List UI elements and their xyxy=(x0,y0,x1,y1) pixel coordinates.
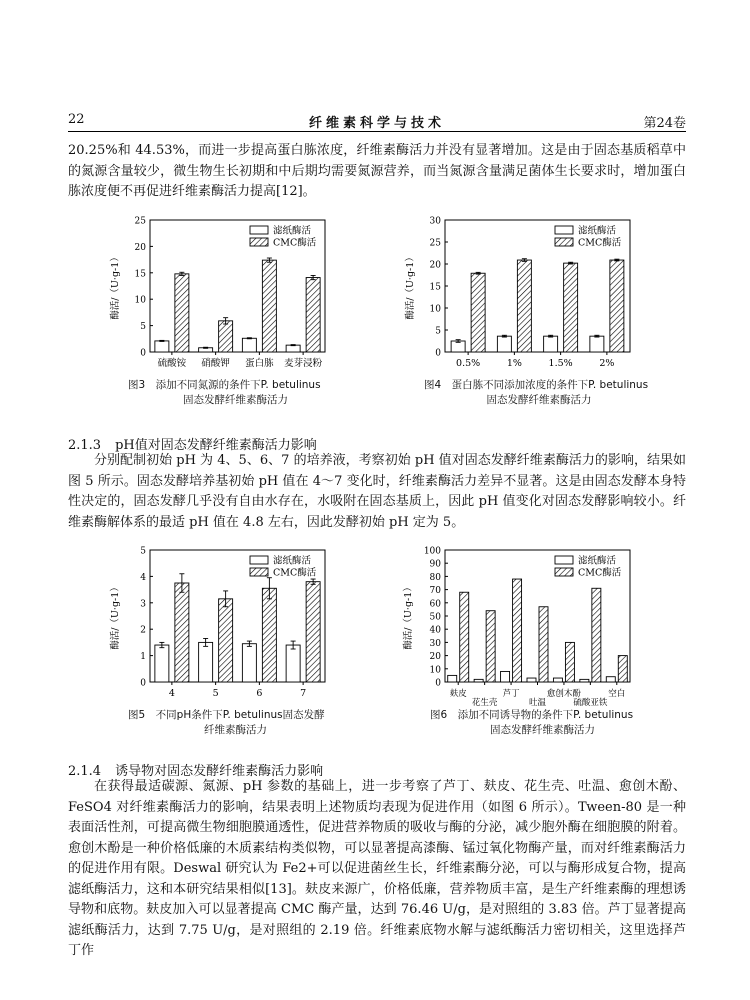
y-tick-label: 0 xyxy=(435,348,441,359)
legend-label: 滤纸酶活 xyxy=(578,555,617,567)
legend-swatch xyxy=(250,556,268,564)
figure-4-caption-line2: 固态发酵纤维素酶活力 xyxy=(486,394,592,406)
y-tick-label: 0 xyxy=(140,678,146,689)
y-tick-label: 20 xyxy=(429,652,441,663)
y-tick-label: 20 xyxy=(429,260,441,271)
bar-filter-paper xyxy=(242,644,256,682)
x-tick-label: 蛋白胨 xyxy=(245,358,274,369)
y-tick-label: 4 xyxy=(140,572,146,583)
x-tick-label: 麦芽浸粉 xyxy=(284,358,323,369)
y-tick-label: 25 xyxy=(429,238,441,249)
legend-swatch xyxy=(555,238,573,246)
x-tick-label: 芦丁 xyxy=(502,689,520,699)
legend-swatch xyxy=(250,568,268,576)
section-2-1-3-paragraph: 分别配制初始 pH 为 4、5、6、7 的培养液，考察初始 pH 值对固态发酵纤维素酶活力的影响，结果如图 5 所示。固态发酵培养基初始 pH 值在 4～7 变化时，纤维素酶活力差异不显著。这是由固态发酵本身特性决定的，固态发酵几乎没有自由水存在，水吸附在固态基质上，因此 pH 值变化对固态发酵影响较小。纤维素酶解体系的最适 pH 值在 4.8 左右，因此发酵初始 pH 定为 5。 xyxy=(68,453,686,530)
y-tick-label: 15 xyxy=(429,282,441,293)
x-tick-label: 吐温 xyxy=(528,698,547,707)
x-tick-label: 花生壳 xyxy=(471,698,498,707)
bar-filter-paper xyxy=(242,338,256,352)
bar-cmc xyxy=(262,588,276,682)
y-tick-label: 90 xyxy=(429,559,441,570)
journal-title: 纤维素科学与技术 xyxy=(308,116,445,131)
bar-cmc xyxy=(460,592,469,682)
bar-cmc xyxy=(592,588,601,682)
bar-cmc xyxy=(219,321,233,352)
section-title: pH值对固态发酵纤维素酶活力影响 xyxy=(115,438,317,453)
y-tick-label: 80 xyxy=(429,572,441,583)
x-tick-label: 愈创木酚 xyxy=(546,689,581,699)
y-axis-label: 酶活/（U·g-1） xyxy=(110,252,121,320)
bar-cmc xyxy=(262,260,276,352)
x-tick-label: 4 xyxy=(168,688,175,699)
figure-3-caption-line1: 图3 添加不同氮源的条件下P. betulinus xyxy=(128,379,321,391)
y-tick-label: 70 xyxy=(429,586,441,597)
bar-filter-paper xyxy=(553,678,562,682)
y-tick-label: 5 xyxy=(435,326,441,337)
bar-cmc xyxy=(175,274,189,352)
y-tick-label: 30 xyxy=(429,638,441,649)
y-tick-label: 1 xyxy=(140,652,146,663)
x-tick-label: 硫酸亚铁 xyxy=(573,698,608,707)
bar-cmc xyxy=(219,599,233,682)
legend-label: 滤纸酶活 xyxy=(578,225,617,237)
y-axis-label: 酶活/（U·g-1） xyxy=(405,252,416,320)
bar-cmc xyxy=(471,273,485,352)
y-tick-label: 30 xyxy=(429,216,441,227)
legend-label: CMC酶活 xyxy=(578,567,622,579)
y-tick-label: 60 xyxy=(429,599,441,610)
bar-filter-paper xyxy=(474,679,483,682)
figure-6-caption-line2: 固态发酵纤维素酶活力 xyxy=(490,724,595,736)
bar-filter-paper xyxy=(544,336,558,352)
x-tick-label: 2% xyxy=(599,358,615,369)
x-tick-label: 麸皮 xyxy=(449,689,467,699)
y-tick-label: 40 xyxy=(429,625,441,636)
bar-filter-paper xyxy=(497,336,511,352)
bar-cmc xyxy=(486,611,495,682)
bar-filter-paper xyxy=(606,677,615,682)
bar-cmc xyxy=(175,583,189,682)
intro-paragraph: 20.25%和 44.53%，而进一步提高蛋白胨浓度，纤维素酶活力并没有显著增加。这是由于固态基质稻草中的氮源含量较少，微生物生长初期和中后期均需要氮源营养，而当氮源含量满足菌体生长要求时，增加蛋白胨浓度便不再促进纤维素酶活力提高[12]。 xyxy=(68,143,686,199)
bar-filter-paper xyxy=(501,671,510,682)
bar-cmc xyxy=(306,278,320,352)
y-tick-label: 10 xyxy=(429,665,441,676)
legend-label: 滤纸酶活 xyxy=(273,225,312,237)
x-tick-label: 0.5% xyxy=(456,358,481,369)
figure-5-chart xyxy=(95,542,335,707)
y-tick-label: 20 xyxy=(134,242,146,253)
legend-swatch xyxy=(250,238,268,246)
running-header xyxy=(68,112,686,130)
y-tick-label: 3 xyxy=(140,599,146,610)
x-tick-label: 5 xyxy=(212,688,219,699)
legend-swatch xyxy=(555,568,573,576)
bar-cmc xyxy=(539,607,548,682)
bar-filter-paper xyxy=(286,345,300,352)
figure-6-caption xyxy=(430,708,655,738)
bar-cmc xyxy=(564,263,578,352)
x-tick-label: 1% xyxy=(506,358,522,369)
volume-label: 第24卷 xyxy=(643,116,686,131)
figure-5-caption xyxy=(128,708,343,738)
figure-4-caption xyxy=(424,378,654,408)
figure-3-caption-line2: 固态发酵纤维素酶活力 xyxy=(183,394,288,406)
y-tick-label: 10 xyxy=(429,304,441,315)
y-axis-label: 酶活/（U·g-1） xyxy=(110,582,121,650)
figure-4-chart xyxy=(400,212,640,372)
section-number: 2.1.4 xyxy=(68,764,102,779)
bar-filter-paper xyxy=(590,336,604,352)
section-number: 2.1.3 xyxy=(68,438,102,453)
bar-filter-paper xyxy=(155,341,169,352)
bar-cmc xyxy=(618,656,627,682)
figure-5-caption-line2: 纤维素酶活力 xyxy=(204,724,267,736)
y-tick-label: 25 xyxy=(134,216,146,227)
y-tick-label: 100 xyxy=(423,546,441,557)
figure-4-caption-line1: 图4 蛋白胨不同添加浓度的条件下P. betulinus xyxy=(424,379,649,391)
x-tick-label: 1.5% xyxy=(548,358,573,369)
x-tick-label: 硝酸钾 xyxy=(201,358,230,369)
bar-cmc xyxy=(565,642,574,682)
y-axis-label: 酶活/（U·g-1） xyxy=(403,582,414,650)
legend-swatch xyxy=(555,556,573,564)
figure-6-caption-line1: 图6 添加不同诱导物的条件下P. betulinus xyxy=(430,709,634,721)
y-tick-label: 50 xyxy=(429,612,441,623)
x-tick-label: 硫酸铵 xyxy=(157,358,187,369)
section-2-1-4-paragraph: 在获得最适碳源、氮源、pH 参数的基础上，进一步考察了芦丁、麸皮、花生壳、吐温、愈创木酚、FeSO4 对纤维素酶活力的影响，结果表明上述物质均表现为促进作用（如图 6 所示）。Tween-80 是一种表面活性剂，可提高微生物细胞膜通透性，促进营养物质的吸收与酶的分泌，减少胞外酶在细胞膜的附着。愈创木酚是一种价格低廉的木质素结构类似物，可以显著提高漆酶、锰过氧化物酶产量，而对纤维素酶活力的促进作用有限。Deswal 研究认为 Fe2+可以促进菌丝生长，纤维素酶分泌，可以与酶形成复合物，提高滤纸酶活力，这和本研究结果相似[13]。麸皮来源广，价格低廉，营养物质丰富，是生产纤维素酶的理想诱导物和底物。麸皮加入可以显著提高 CMC 酶产量，达到 76.46 U/g，是对照组的 3.83 倍。芦丁显著提高滤纸酶活力，达到 7.75 U/g，是对照组的 2.19 倍。纤维素底物水解与滤纸酶活力密切相关，这里选择芦丁作 xyxy=(68,779,686,958)
figure-3-chart xyxy=(95,212,335,372)
page-number: 22 xyxy=(68,112,85,127)
section-title: 诱导物对固态发酵纤维素酶活力影响 xyxy=(115,764,324,779)
legend-label: CMC酶活 xyxy=(578,237,622,249)
header-rule xyxy=(68,131,686,132)
bar-filter-paper xyxy=(448,675,457,682)
bar-filter-paper xyxy=(199,642,213,682)
y-tick-label: 5 xyxy=(140,546,146,557)
bar-filter-paper xyxy=(580,679,589,682)
bar-filter-paper xyxy=(527,678,536,682)
y-tick-label: 10 xyxy=(134,295,146,306)
x-tick-label: 6 xyxy=(256,688,263,699)
bar-filter-paper xyxy=(286,645,300,682)
legend-swatch xyxy=(250,226,268,234)
bar-cmc xyxy=(306,582,320,682)
bar-cmc xyxy=(513,579,522,682)
y-tick-label: 2 xyxy=(140,625,146,636)
legend-label: CMC酶活 xyxy=(273,567,317,579)
bar-filter-paper xyxy=(155,645,169,682)
x-tick-label: 7 xyxy=(300,688,307,699)
y-tick-label: 5 xyxy=(140,322,146,333)
y-tick-label: 0 xyxy=(140,348,146,359)
bar-cmc xyxy=(610,260,624,352)
legend-label: CMC酶活 xyxy=(273,237,317,249)
y-tick-label: 15 xyxy=(134,269,146,280)
bar-cmc xyxy=(517,260,531,352)
figure-6-chart xyxy=(400,542,640,707)
legend-swatch xyxy=(555,226,573,234)
figure-5-caption-line1: 图5 不同pH条件下P. betulinus固态发酵 xyxy=(128,709,325,721)
figure-3-caption xyxy=(128,378,343,408)
legend-label: 滤纸酶活 xyxy=(273,555,312,567)
x-tick-label: 空白 xyxy=(608,689,626,699)
y-tick-label: 0 xyxy=(435,678,441,689)
